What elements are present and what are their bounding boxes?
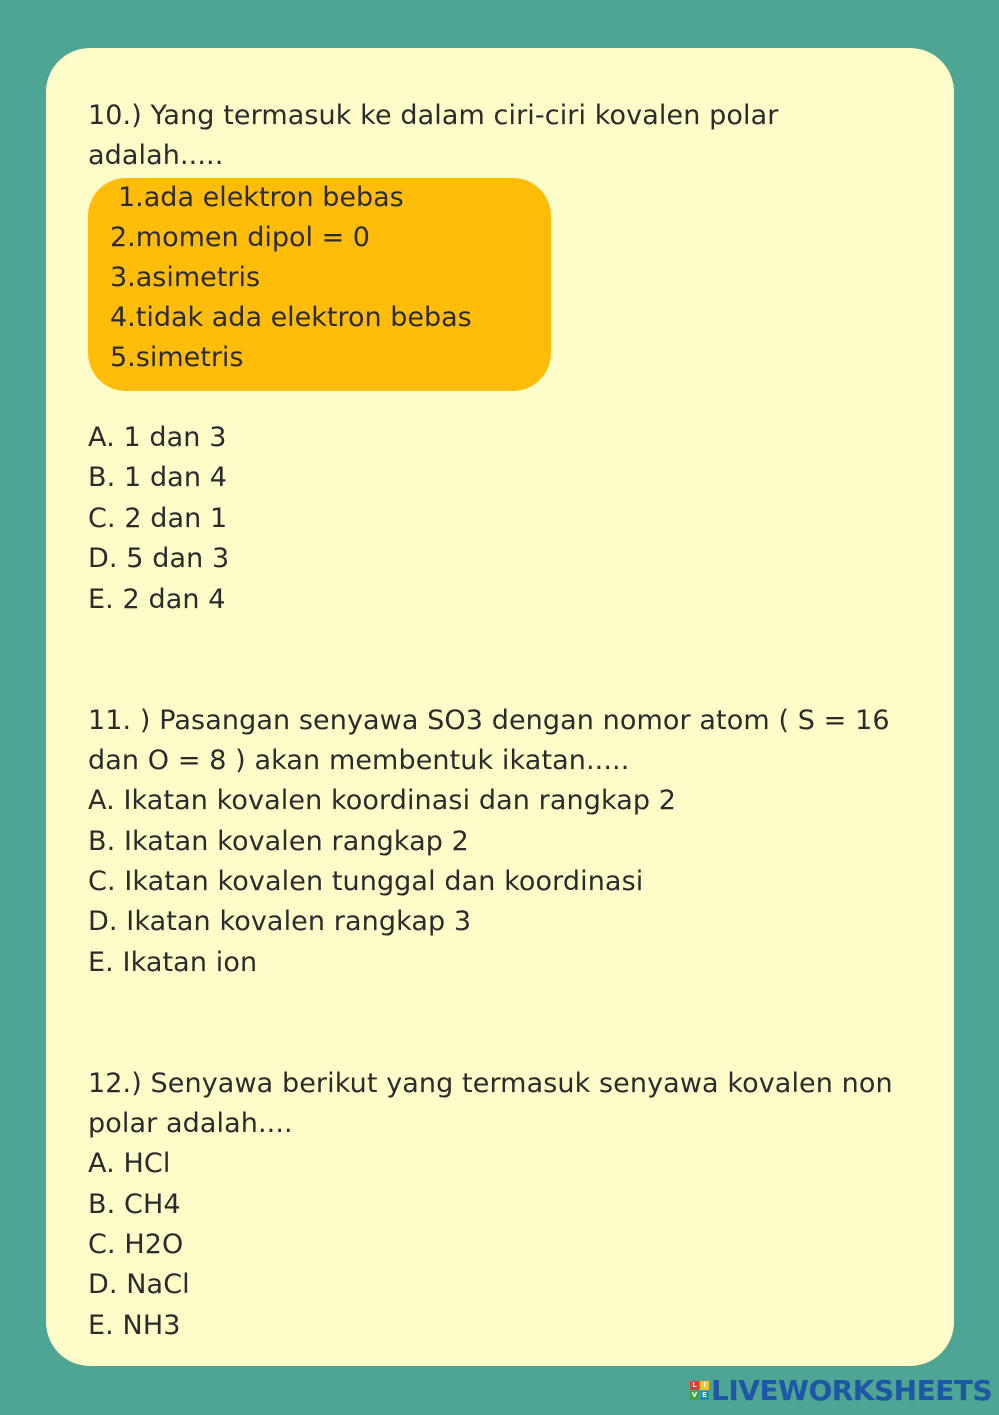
logo-mark-icon: L I V E <box>690 1381 709 1400</box>
q11-option-b[interactable]: B. Ikatan kovalen rangkap 2 <box>88 826 469 857</box>
q10-option-b[interactable]: B. 1 dan 4 <box>88 462 228 493</box>
q12-option-b[interactable]: B. CH4 <box>88 1189 181 1220</box>
question-10-text-cont: adalah..... <box>88 140 224 171</box>
q10-option-d[interactable]: D. 5 dan 3 <box>88 543 230 574</box>
statement-item: 4.tidak ada elektron bebas <box>110 302 472 333</box>
q12-option-e[interactable]: E. NH3 <box>88 1310 181 1341</box>
question-12-text: 12.) Senyawa berikut yang termasuk senyawa kovalen non <box>88 1068 893 1099</box>
question-11-text: 11. ) Pasangan senyawa SO3 dengan nomor atom ( S = 16 <box>88 705 890 736</box>
statement-item: 3.asimetris <box>110 262 261 293</box>
question-12-text-cont: polar adalah.... <box>88 1108 293 1139</box>
logo-text: LIVEWORKSHEETS <box>711 1373 993 1407</box>
question-10-text: 10.) Yang termasuk ke dalam ciri-ciri kovalen polar <box>88 100 779 131</box>
q11-option-d[interactable]: D. Ikatan kovalen rangkap 3 <box>88 906 472 937</box>
q12-option-c[interactable]: C. H2O <box>88 1229 184 1260</box>
q11-option-e[interactable]: E. Ikatan ion <box>88 947 258 978</box>
statement-item: 2.momen dipol = 0 <box>110 222 370 253</box>
q12-option-a[interactable]: A. HCl <box>88 1148 171 1179</box>
statement-item: 5.simetris <box>110 342 244 373</box>
q11-option-c[interactable]: C. Ikatan kovalen tunggal dan koordinasi <box>88 866 644 897</box>
statement-item: 1.ada elektron bebas <box>118 182 404 213</box>
question-11-text-cont: dan O = 8 ) akan membentuk ikatan..... <box>88 745 630 776</box>
q10-option-a[interactable]: A. 1 dan 3 <box>88 422 227 453</box>
liveworksheets-logo <box>690 1372 992 1408</box>
statements-box <box>88 178 551 391</box>
q10-option-e[interactable]: E. 2 dan 4 <box>88 584 226 615</box>
q10-option-c[interactable]: C. 2 dan 1 <box>88 503 228 534</box>
q12-option-d[interactable]: D. NaCl <box>88 1269 190 1300</box>
q11-option-a[interactable]: A. Ikatan kovalen koordinasi dan rangkap 2 <box>88 785 677 816</box>
